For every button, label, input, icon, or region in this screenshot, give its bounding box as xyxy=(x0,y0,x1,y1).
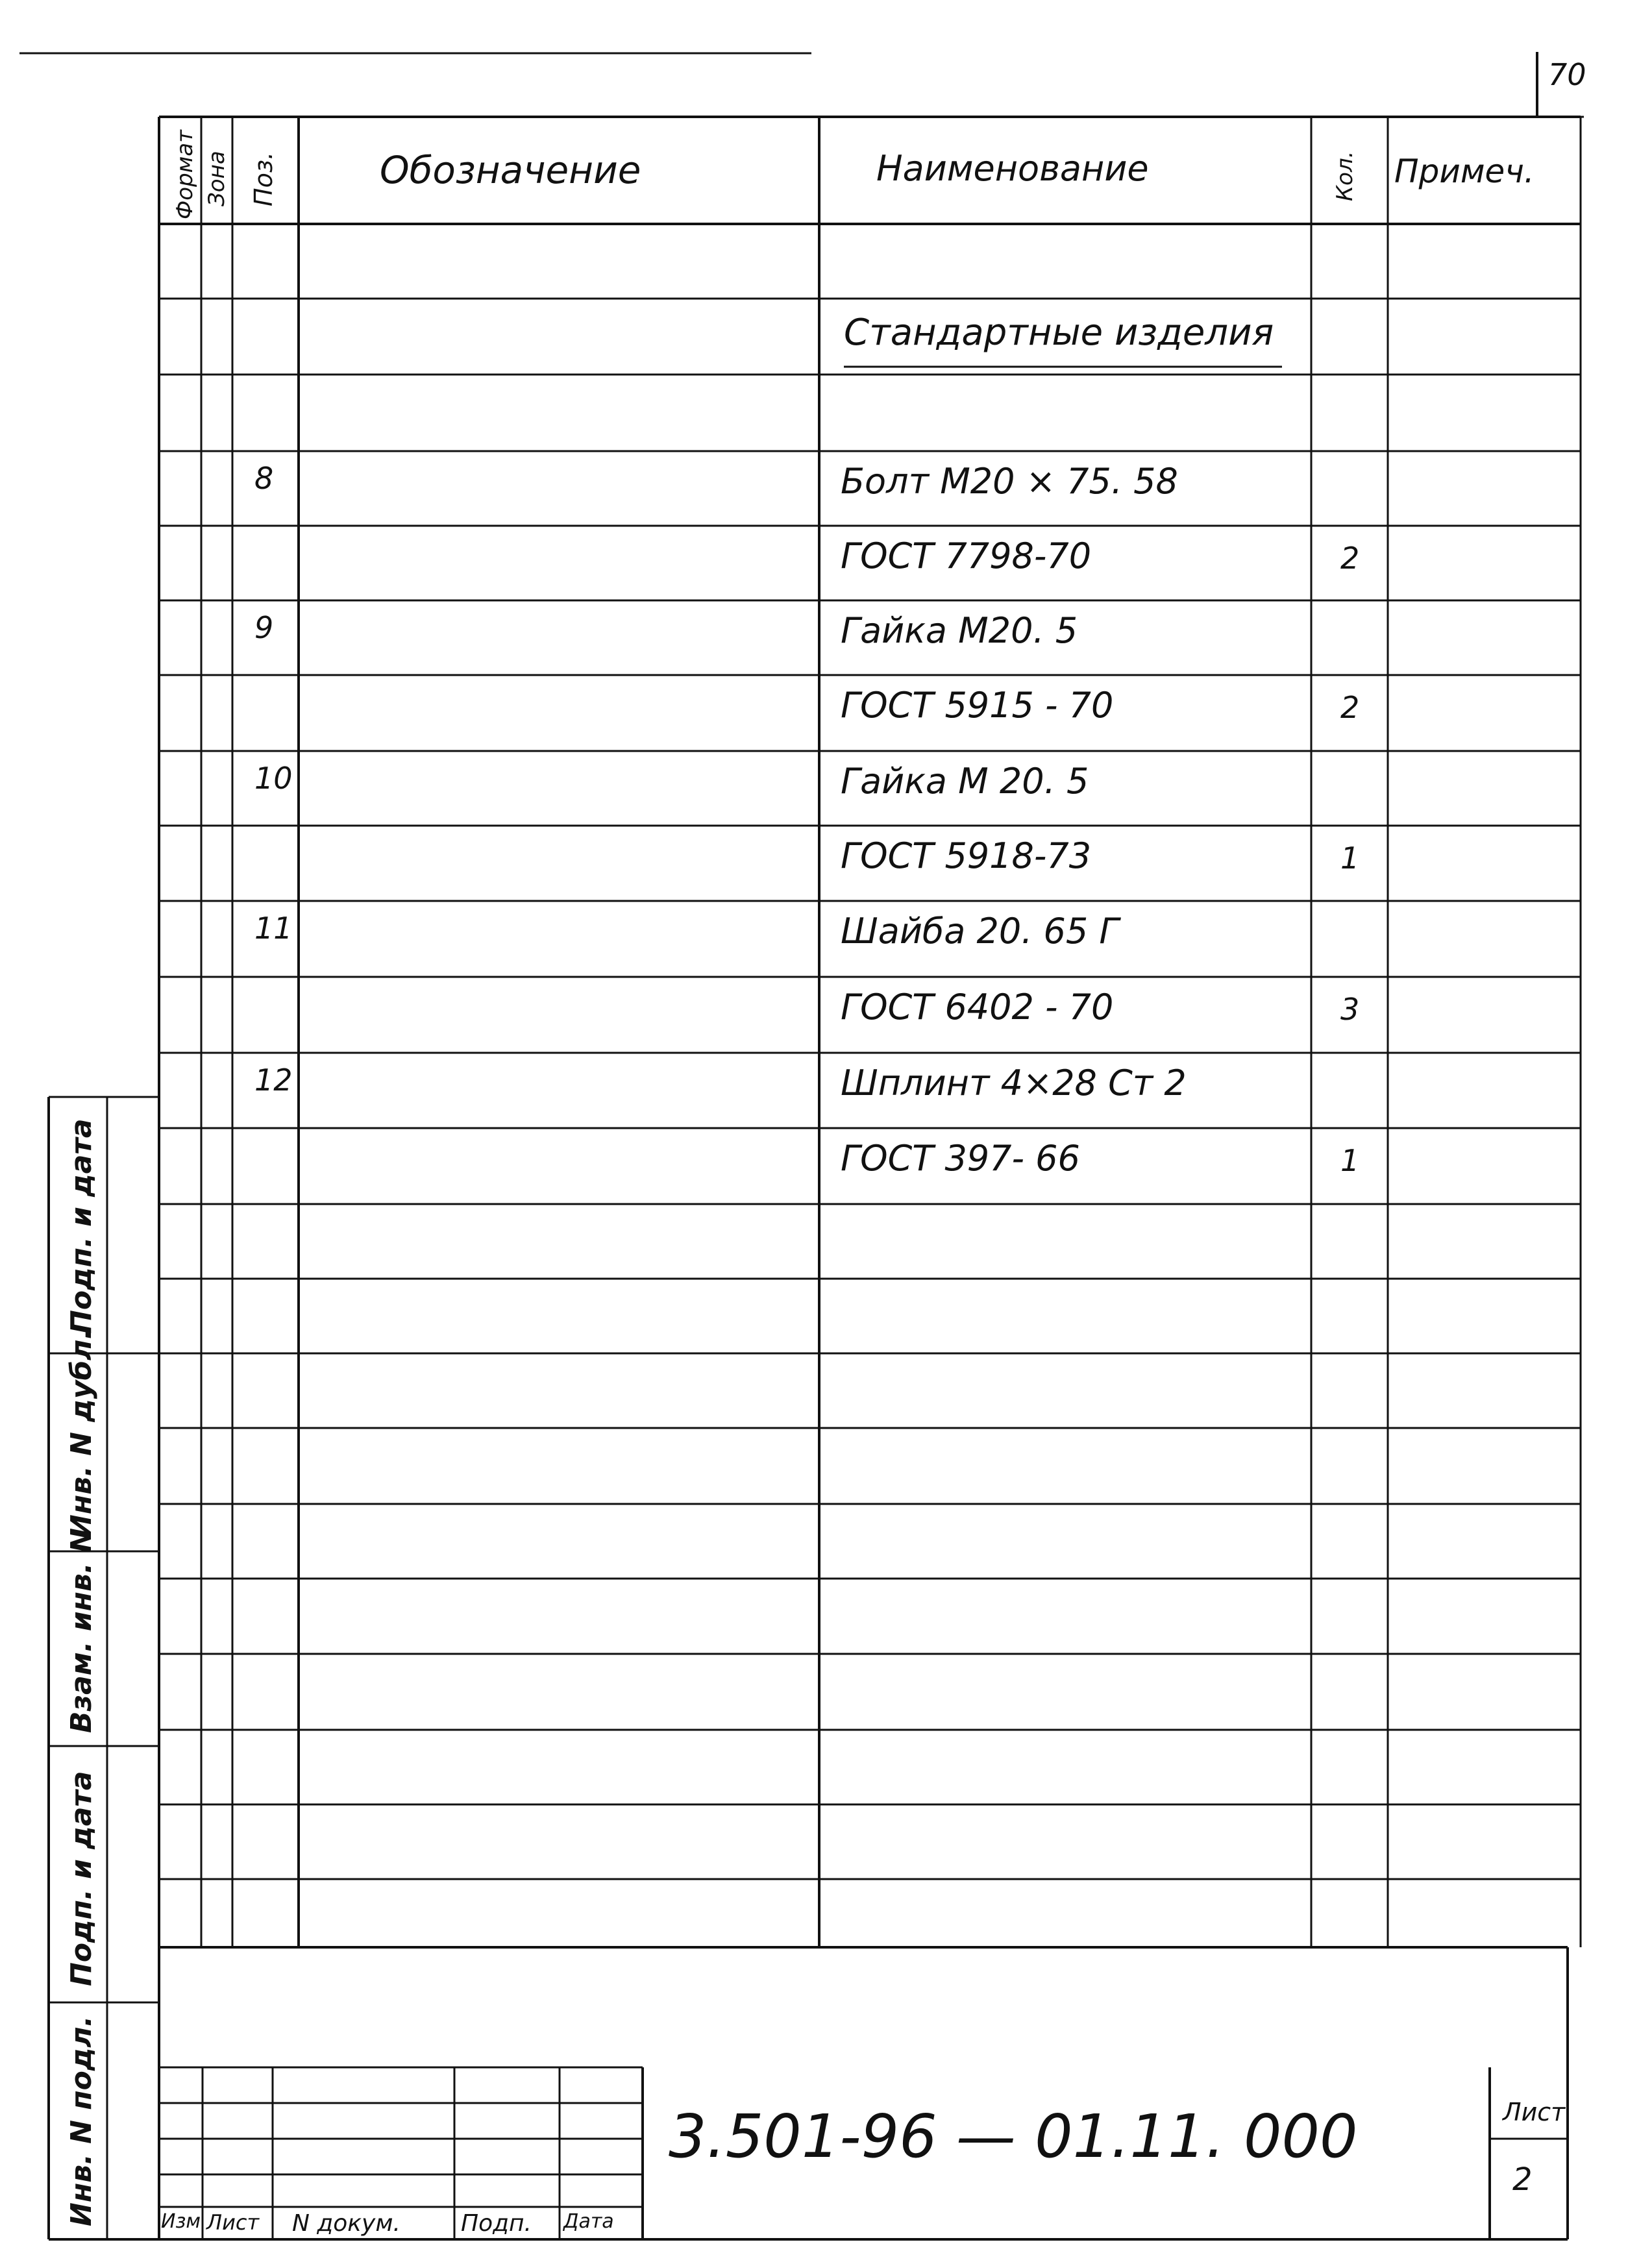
row-name: ГОСТ 397- 66 xyxy=(841,1138,1080,1179)
side-label-sign-date-bottom: Подп. и дата xyxy=(65,1771,98,1986)
tb-label-sheet: Лист xyxy=(206,2210,260,2235)
side-label-dup-inv: Инв. N дубл. xyxy=(65,1328,98,1538)
row-pos: 8 xyxy=(254,461,274,496)
sheet-label: Лист xyxy=(1503,2098,1566,2126)
tb-label-change: Изм xyxy=(161,2210,201,2233)
side-label-sign-date-top: Подп. и дата xyxy=(65,1118,98,1334)
row-qty: 1 xyxy=(1340,841,1360,876)
tb-label-date: Дата xyxy=(563,2210,614,2233)
side-label-orig-inv: Инв. N подл. xyxy=(65,2015,98,2226)
header-pos: Поз. xyxy=(249,151,278,206)
row-name: Шайба 20. 65 Г xyxy=(841,911,1119,952)
side-label-replace-inv: Взам. инв. N xyxy=(65,1529,98,1733)
header-note: Примеч. xyxy=(1394,153,1535,190)
header-qty: Кол. xyxy=(1332,151,1358,201)
row-qty: 2 xyxy=(1340,690,1360,725)
row-qty: 3 xyxy=(1340,992,1360,1027)
tb-label-doc-no: N докум. xyxy=(292,2210,401,2237)
page-number: 70 xyxy=(1548,57,1586,92)
row-name: ГОСТ 6402 - 70 xyxy=(841,987,1114,1027)
row-name: Шплинт 4×28 Ст 2 xyxy=(841,1063,1187,1103)
row-name: ГОСТ 5915 - 70 xyxy=(841,685,1114,726)
row-name: Болт М20 × 75. 58 xyxy=(841,461,1178,502)
row-pos: 11 xyxy=(254,911,293,946)
header-designation: Обозначение xyxy=(380,148,641,192)
row-name: ГОСТ 5918-73 xyxy=(841,835,1092,876)
row-qty: 2 xyxy=(1340,541,1360,576)
tb-label-signature: Подп. xyxy=(461,2210,532,2237)
row-name: Гайка М20. 5 xyxy=(841,610,1078,651)
header-format: Формат xyxy=(172,130,198,219)
row-name: Гайка М 20. 5 xyxy=(841,761,1089,802)
sheet-number: 2 xyxy=(1512,2161,1533,2198)
section-title: Стандартные изделия xyxy=(844,312,1274,354)
row-pos: 12 xyxy=(254,1063,293,1098)
row-name: ГОСТ 7798-70 xyxy=(841,535,1092,576)
document-code: 3.501-96 — 01.11. 000 xyxy=(669,2102,1358,2171)
header-zone: Зона xyxy=(204,151,230,206)
row-pos: 10 xyxy=(254,761,293,796)
row-qty: 1 xyxy=(1340,1143,1360,1178)
row-pos: 9 xyxy=(254,610,274,645)
header-name: Наименование xyxy=(876,148,1149,189)
